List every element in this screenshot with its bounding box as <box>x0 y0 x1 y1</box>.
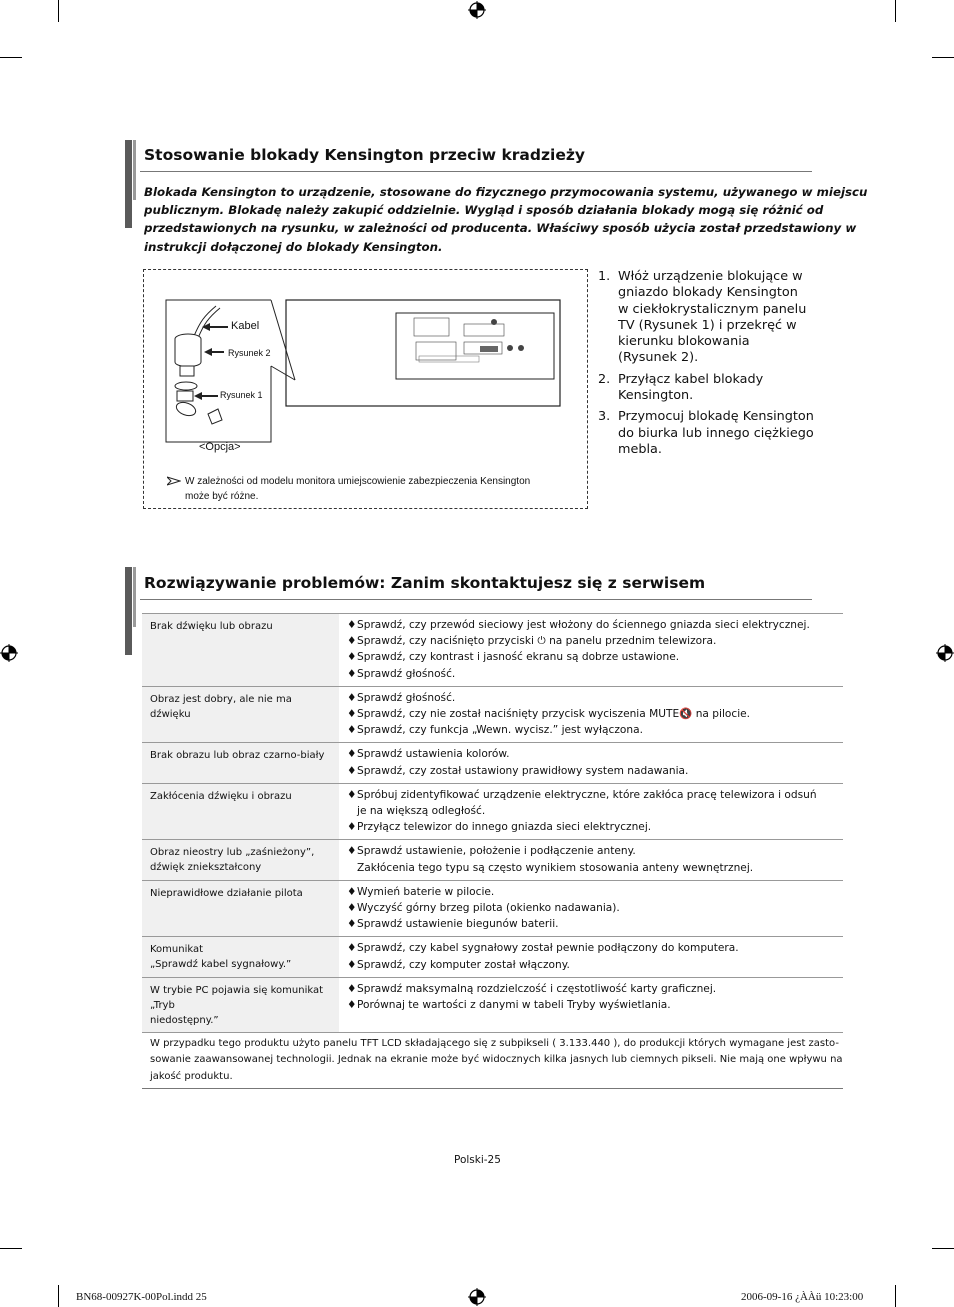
solution-text: Wymień baterie w pilocie. <box>357 885 495 898</box>
solution-text: Sprawdź ustawienie, położenie i podłączenie anteny. <box>357 845 636 858</box>
crop-mark <box>932 57 954 58</box>
step-line: w ciekłokrystalicznym panelu <box>618 301 807 317</box>
title-rule <box>140 171 812 172</box>
bullet-icon: ♦ <box>347 845 357 858</box>
problem-text: Obraz nieostry lub „zaśnieżony”, <box>150 847 315 859</box>
solution-line <box>347 803 843 819</box>
section-marker <box>133 140 136 200</box>
solution-text: Spróbuj zidentyfikować urządzenie elektryczne, które zakłóca pracę telewizora i odsuń <box>357 788 817 801</box>
solution-cell <box>339 783 843 840</box>
step-line: (Rysunek 2). <box>618 350 699 366</box>
bullet-icon: ♦ <box>347 667 357 680</box>
problem-cell <box>142 614 339 687</box>
solution-cell <box>339 840 843 880</box>
problem-text: Nieprawidłowe działanie pilota <box>150 887 303 899</box>
step-text <box>618 409 814 458</box>
page-number: Polski-25 <box>454 1154 501 1166</box>
solution-cell <box>339 937 843 977</box>
note-arrow-icon <box>167 476 181 486</box>
problem-text: „Sprawdź kabel sygnałowy.” <box>150 959 292 971</box>
bullet-icon: ♦ <box>347 724 357 737</box>
solution-line <box>347 706 843 722</box>
solution-line <box>347 722 843 738</box>
solution-text: Przyłącz telewizor do innego gniazda sieci elektrycznej. <box>357 821 652 834</box>
step-text <box>618 372 763 405</box>
bullet-icon: ♦ <box>347 619 357 631</box>
solution-text: Sprawdź, czy kabel sygnałowy został pewnie podłączony do komputera. <box>357 942 739 955</box>
step-line: kierunku blokowania <box>618 334 750 350</box>
solution-line <box>347 957 843 973</box>
registration-mark-icon <box>468 1288 486 1306</box>
solution-line <box>347 997 843 1013</box>
section-title-kensington: Stosowanie blokady Kensington przeciw kradzieży <box>144 146 585 164</box>
solution-cell <box>339 880 843 937</box>
crop-mark <box>895 0 896 22</box>
crop-mark <box>58 1285 59 1307</box>
table-row <box>142 840 843 880</box>
registration-mark-icon <box>468 1 486 19</box>
bullet-icon: ♦ <box>347 942 357 955</box>
bullet-icon: ♦ <box>347 764 357 777</box>
solution-text: Sprawdź, czy komputer został włączony. <box>357 958 570 971</box>
problem-cell <box>142 840 339 880</box>
step-line: do biurka lub innego ciężkiego <box>618 425 814 441</box>
bullet-icon: ♦ <box>347 708 357 721</box>
problem-text: Brak dźwięku lub obrazu <box>150 621 273 632</box>
intro-line: publicznym. Blokadę należy zakupić oddzielnie. Wygląd i sposób działania blokady mogą się różnić od <box>144 203 824 218</box>
intro-line: instrukcji dołączonej do blokady Kensington. <box>144 239 443 254</box>
solution-text: Sprawdź ustawienia kolorów. <box>357 748 510 761</box>
solution-text: Sprawdź maksymalną rozdzielczość i częstotliwość karty graficznej. <box>357 982 717 995</box>
solution-line <box>347 843 843 859</box>
problem-text: dźwięk zniekształcony <box>150 862 262 874</box>
solution-cell <box>339 743 843 783</box>
bullet-icon: ♦ <box>347 885 357 898</box>
bullet-icon: ♦ <box>347 691 357 704</box>
solution-cell <box>339 686 843 743</box>
crop-mark <box>932 1248 954 1249</box>
intro-paragraph <box>144 183 868 256</box>
solution-line <box>347 860 843 876</box>
solution-line <box>347 940 843 956</box>
table-row <box>142 880 843 937</box>
solution-text: Sprawdź, czy funkcja „Wewn. wycisz.” jest wyłączona. <box>357 724 643 737</box>
crop-mark <box>0 57 22 58</box>
solution-line <box>347 981 843 997</box>
solution-text: Porównaj te wartości z danymi w tabeli Tryby wyświetlania. <box>357 999 671 1012</box>
footer-date: 2006-09-16 ¿ÀÀü 10:23:00 <box>741 1291 864 1303</box>
section-marker <box>125 567 132 655</box>
problem-text: W trybie PC pojawia się komunikat „Tryb <box>150 984 324 1011</box>
table-row <box>142 614 843 687</box>
solution-cell <box>339 977 843 1032</box>
figure-note-line: W zależności od modelu monitora umiejscowienie zabezpieczenia Kensington <box>185 476 531 487</box>
solution-line <box>347 819 843 835</box>
step-number: 2. <box>598 371 611 387</box>
solution-line <box>347 617 843 633</box>
problem-text: niedostępny.” <box>150 1014 219 1026</box>
bullet-icon: ♦ <box>347 635 357 648</box>
intro-line: przedstawionych na rysunku, w zależności od producenta. Właściwy sposób użycia został przedstawiony w <box>144 221 857 236</box>
problem-cell <box>142 937 339 977</box>
table-row <box>142 977 843 1032</box>
troubleshooting-table <box>142 613 843 1089</box>
registration-mark-icon <box>0 644 18 662</box>
steps-list <box>598 269 813 463</box>
step-number: 3. <box>598 409 611 425</box>
problem-text: Komunikat <box>150 944 204 956</box>
section-marker <box>133 567 136 627</box>
registration-mark-icon <box>936 644 954 662</box>
section-marker <box>125 140 132 228</box>
solution-text: je na większą odległość. <box>357 805 486 818</box>
solution-text: Sprawdź głośność. <box>357 691 456 704</box>
problem-text: Brak obrazu lub obraz czarno-biały <box>150 750 325 762</box>
solution-line <box>347 746 843 762</box>
solution-text: Sprawdź ustawienie biegunów baterii. <box>357 918 559 931</box>
panel-note-line: sowanie zaawansowanej technologii. Jednak na ekranie może być widocznych kilka jasnych lub ciemnych pikseli. Nie mają one wpływu na <box>150 1054 843 1066</box>
step-line: Kensington. <box>618 388 694 404</box>
step-item <box>598 409 813 458</box>
crop-mark <box>0 1248 22 1249</box>
panel-note-line: W przypadku tego produktu użyto panelu TFT LCD składającego się z subpikseli ( 3.133.440 ), do produkcji których wymagane jest zasto- <box>150 1037 839 1049</box>
crop-mark <box>58 0 59 22</box>
solution-text: Sprawdź, czy kontrast i jasność ekranu są dobrze ustawione. <box>357 651 680 664</box>
bullet-icon: ♦ <box>347 821 357 834</box>
bullet-icon: ♦ <box>347 748 357 761</box>
table-note-row <box>142 1032 843 1089</box>
solution-text: Sprawdź, czy nie został naciśnięty przycisk wyciszenia MUTE🔇 na pilocie. <box>357 708 751 721</box>
problem-cell <box>142 880 339 937</box>
solution-line <box>347 690 843 706</box>
solution-text: Sprawdź, czy został ustawiony prawidłowy system nadawania. <box>357 764 689 777</box>
step-item <box>598 372 813 405</box>
panel-note-line: jakość produktu. <box>150 1070 233 1082</box>
step-line: mebla. <box>618 441 662 457</box>
solution-cell <box>339 614 843 687</box>
label-option: <Opcja> <box>199 441 241 453</box>
table-row <box>142 783 843 840</box>
bullet-icon: ♦ <box>347 982 357 995</box>
problem-text: Obraz jest dobry, ale nie ma dźwięku <box>150 693 292 720</box>
solution-line <box>347 900 843 916</box>
problem-cell <box>142 743 339 783</box>
step-line: Przyłącz kabel blokady <box>618 371 764 387</box>
problem-cell <box>142 977 339 1032</box>
step-line: gniazdo blokady Kensington <box>618 285 798 301</box>
label-figure-1: Rysunek 1 <box>220 390 263 400</box>
intro-line: Blokada Kensington to urządzenie, stosowane do fizycznego przymocowania systemu, używanego w miejscu <box>144 185 868 199</box>
section-title-troubleshooting: Rozwiązywanie problemów: Zanim skontaktujesz się z serwisem <box>144 574 706 592</box>
step-line: TV (Rysunek 1) i przekręć w <box>618 317 797 333</box>
bullet-icon: ♦ <box>347 788 357 801</box>
solution-line <box>347 916 843 932</box>
title-rule <box>140 599 812 600</box>
solution-text: Zakłócenia tego typu są często wynikiem stosowania anteny wewnętrznej. <box>357 861 754 874</box>
figure-note-line: może być różne. <box>185 491 259 502</box>
table-row <box>142 686 843 743</box>
kensington-figure <box>164 296 564 446</box>
step-text <box>618 269 806 367</box>
footer-file: BN68-00927K-00Pol.indd 25 <box>76 1291 207 1303</box>
bullet-icon: ♦ <box>347 918 357 931</box>
step-number: 1. <box>598 269 611 284</box>
table-row <box>142 937 843 977</box>
solution-line <box>347 633 843 649</box>
bullet-icon: ♦ <box>347 651 357 664</box>
problem-text: Zakłócenia dźwięku i obrazu <box>150 790 292 802</box>
bullet-icon: ♦ <box>347 958 357 971</box>
panel-note <box>142 1032 843 1089</box>
step-item <box>598 269 813 367</box>
problem-cell <box>142 783 339 840</box>
step-line: Przymocuj blokadę Kensington <box>618 409 814 425</box>
solution-text: Wyczyść górny brzeg pilota (okienko nadawania). <box>357 902 620 915</box>
solution-text: Sprawdź, czy przewód sieciowy jest włożony do ściennego gniazda sieci elektrycznej. <box>357 619 810 631</box>
solution-line <box>347 666 843 682</box>
step-line: Włóż urządzenie blokujące w <box>618 269 803 284</box>
crop-mark <box>895 1285 896 1307</box>
table-row <box>142 743 843 783</box>
solution-line <box>347 649 843 665</box>
solution-text: Sprawdź głośność. <box>357 667 456 680</box>
solution-line <box>347 787 843 803</box>
solution-text: Sprawdź, czy naciśnięto przyciski ⏻ na panelu przednim telewizora. <box>357 635 717 648</box>
label-figure-2: Rysunek 2 <box>228 348 271 358</box>
bullet-icon: ♦ <box>347 999 357 1012</box>
solution-line <box>347 763 843 779</box>
solution-line <box>347 884 843 900</box>
bullet-icon: ♦ <box>347 902 357 915</box>
label-cable: Kabel <box>231 320 260 332</box>
problem-cell <box>142 686 339 743</box>
